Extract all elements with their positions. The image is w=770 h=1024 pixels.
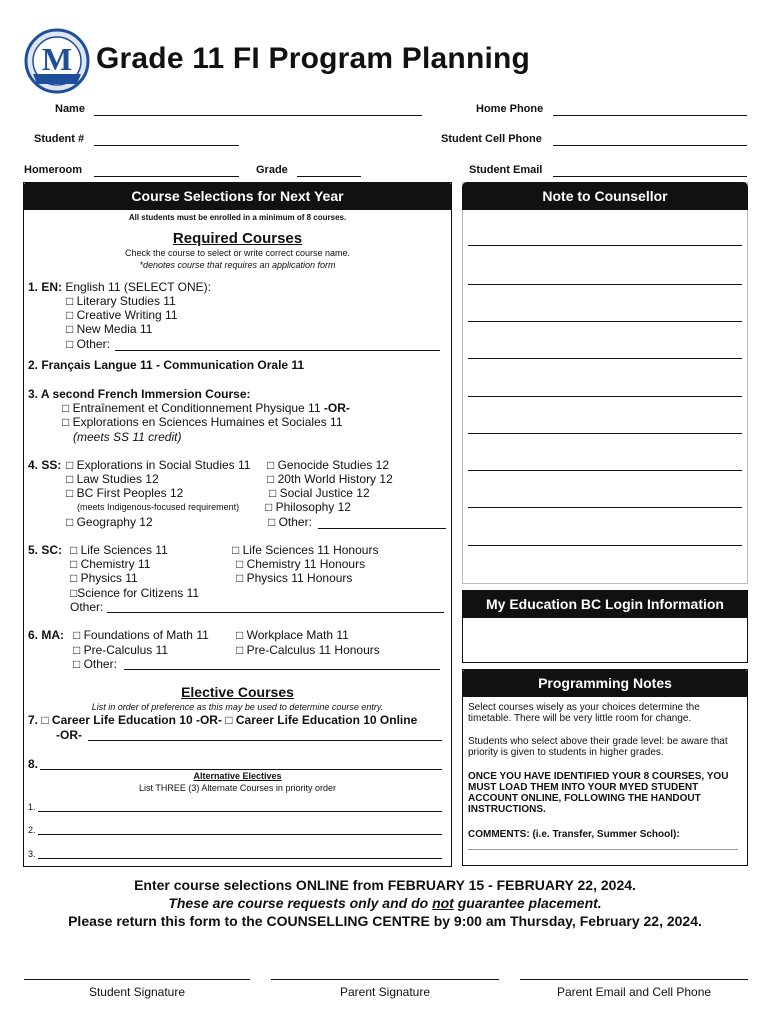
- grade-field[interactable]: [297, 176, 361, 177]
- min-courses-note: All students must be enrolled in a minimum of 8 courses.: [128, 213, 347, 222]
- math-other-field[interactable]: [124, 669, 440, 670]
- name-label: Name: [55, 103, 85, 115]
- alternative-instructions: List THREE (3) Alternate Courses in priority order: [139, 783, 336, 793]
- alternate-2-field[interactable]: [38, 834, 442, 835]
- school-logo: [24, 28, 90, 94]
- option-social-justice[interactable]: □ Social Justice 12: [269, 486, 370, 500]
- option-20th-world-history[interactable]: □ 20th World History 12: [267, 472, 393, 486]
- sc-other-field[interactable]: [107, 612, 444, 613]
- return-form-notice: Please return this form to the COUNSELLING CENTRE by 9:00 am Thursday, February 22, 2024.: [68, 913, 702, 929]
- option-pre-calculus[interactable]: □ Pre-Calculus 11: [73, 643, 169, 657]
- cell-phone-field[interactable]: [553, 145, 747, 146]
- student-signature-line[interactable]: [24, 979, 250, 980]
- elective-courses-title: Elective Courses: [181, 684, 294, 700]
- option-life-sciences[interactable]: □ Life Sciences 11: [70, 543, 168, 557]
- alternate-3-label: 3.: [28, 849, 36, 859]
- note-to-counsellor-panel: [462, 182, 748, 584]
- comments-field[interactable]: [468, 849, 738, 850]
- course-selection-header: Course Selections for Next Year: [23, 182, 452, 210]
- homeroom-label: Homeroom: [24, 164, 83, 176]
- option-creative-writing[interactable]: □ Creative Writing 11: [66, 308, 178, 322]
- option-explorations-ss[interactable]: □ Explorations in Social Studies 11: [66, 458, 251, 472]
- email-label: Student Email: [469, 164, 543, 176]
- cell-phone-label: Student Cell Phone: [441, 133, 542, 145]
- home-phone-label: Home Phone: [476, 103, 544, 115]
- required-courses-title: Required Courses: [172, 230, 303, 247]
- note-line[interactable]: [468, 321, 742, 322]
- option-literary-studies[interactable]: □ Literary Studies 11: [66, 294, 176, 308]
- parent-signature-label: Parent Signature: [339, 985, 431, 999]
- parent-signature-line[interactable]: [271, 979, 499, 980]
- option-life-sciences-honours[interactable]: □ Life Sciences 11 Honours: [232, 543, 379, 557]
- note-line[interactable]: [468, 545, 742, 546]
- elective-instructions: List in order of preference as this may be used to determine course entry.: [91, 702, 384, 712]
- sc-other-label: Other:: [70, 600, 104, 614]
- online-dates-notice: Enter course selections ONLINE from FEBRUARY 15 - FEBRUARY 22, 2024.: [134, 877, 636, 893]
- programming-note-1: Select courses wisely as your choices determine the timetable. There will be very little room for change.: [468, 702, 700, 724]
- parent-contact-label: Parent Email and Cell Phone: [556, 985, 712, 999]
- ss-credit-note: (meets SS 11 credit): [73, 430, 182, 444]
- programming-note-2: Students who select above their grade level: be aware that priority is given to students in higher grades.: [468, 736, 728, 758]
- option-new-media[interactable]: □ New Media 11: [66, 322, 153, 336]
- ss-heading: 4. SS:: [28, 458, 62, 472]
- elective-7-cle[interactable]: 7. □ Career Life Education 10 -OR- □ Career Life Education 10 Online: [28, 713, 418, 727]
- option-chemistry-honours[interactable]: □ Chemistry 11 Honours: [236, 557, 366, 571]
- application-note: *denotes course that requires an application form: [139, 260, 336, 270]
- second-french-heading: 3. A second French Immersion Course:: [28, 387, 251, 401]
- option-ss-other[interactable]: □ Other:: [268, 515, 312, 529]
- note-line[interactable]: [468, 470, 742, 471]
- programming-note-3: ONCE YOU HAVE IDENTIFIED YOUR 8 COURSES, YOU MUST LOAD THEM INTO YOUR MYED STUDENT ACCOUNT ONLINE, FOLLOWING THE HANDOUT INSTRUCTIONS.: [468, 771, 729, 815]
- comments-label: COMMENTS: (i.e. Transfer, Summer School):: [468, 829, 680, 840]
- option-physics[interactable]: □ Physics 11: [70, 571, 138, 585]
- alternate-2-label: 2.: [28, 825, 36, 835]
- ss-other-field[interactable]: [318, 528, 446, 529]
- student-signature-label: Student Signature: [88, 985, 186, 999]
- option-bc-first-peoples[interactable]: □ BC First Peoples 12: [66, 486, 184, 500]
- myed-login-header: My Education BC Login Information: [462, 590, 748, 618]
- parent-contact-line[interactable]: [520, 979, 748, 980]
- indigenous-note: (meets Indigenous-focused requirement): [77, 502, 240, 512]
- note-line[interactable]: [468, 433, 742, 434]
- option-philosophy[interactable]: □ Philosophy 12: [265, 500, 351, 514]
- option-pre-calculus-honours[interactable]: □ Pre-Calculus 11 Honours: [236, 643, 380, 657]
- required-instructions: Check the course to select or write correct course name.: [124, 248, 351, 258]
- option-math-other[interactable]: □ Other:: [73, 657, 117, 671]
- option-chemistry[interactable]: □ Chemistry 11: [70, 557, 151, 571]
- page-title: Grade 11 FI Program Planning: [96, 42, 531, 75]
- elective-8-label: 8.: [28, 757, 39, 771]
- home-phone-field[interactable]: [553, 115, 747, 116]
- francais-course: 2. Français Langue 11 - Communication Orale 11: [28, 358, 305, 372]
- english-other-field[interactable]: [115, 350, 440, 351]
- alternate-1-field[interactable]: [38, 811, 442, 812]
- logo-letter: M: [41, 41, 73, 77]
- option-explorations-sciences[interactable]: □ Explorations en Sciences Humaines et Sociales 11: [62, 415, 343, 429]
- alternate-1-label: 1.: [28, 802, 36, 812]
- note-to-counsellor-header: Note to Counsellor: [462, 182, 748, 210]
- note-line[interactable]: [468, 245, 742, 246]
- sc-heading: 5. SC:: [28, 543, 63, 557]
- alternative-electives-title: Alternative Electives: [193, 771, 282, 781]
- programming-notes-header: Programming Notes: [462, 669, 748, 697]
- option-entrainement[interactable]: □ Entraînement et Conditionnement Physique 11 -OR-: [62, 401, 350, 415]
- email-field[interactable]: [553, 176, 747, 177]
- elective-8-field[interactable]: [40, 769, 442, 770]
- elective-7-field[interactable]: [88, 740, 442, 741]
- option-english-other[interactable]: □ Other:: [66, 337, 110, 351]
- note-line[interactable]: [468, 396, 742, 397]
- alternate-3-field[interactable]: [38, 858, 442, 859]
- english-heading: 1. EN: English 11 (SELECT ONE):: [28, 280, 211, 294]
- student-number-field[interactable]: [94, 145, 239, 146]
- option-geography[interactable]: □ Geography 12: [66, 515, 153, 529]
- grade-label: Grade: [256, 164, 288, 176]
- note-line[interactable]: [468, 358, 742, 359]
- homeroom-field[interactable]: [94, 176, 239, 177]
- option-workplace-math[interactable]: □ Workplace Math 11: [236, 628, 349, 642]
- option-foundations-math[interactable]: □ Foundations of Math 11: [73, 628, 209, 642]
- note-line[interactable]: [468, 507, 742, 508]
- name-field[interactable]: [94, 115, 422, 116]
- student-number-label: Student #: [34, 133, 85, 145]
- note-line[interactable]: [468, 284, 742, 285]
- option-science-citizens[interactable]: □Science for Citizens 11: [70, 586, 200, 600]
- option-physics-honours[interactable]: □ Physics 11 Honours: [236, 571, 353, 585]
- option-law-studies[interactable]: □ Law Studies 12: [66, 472, 159, 486]
- elective-7-or: -OR-: [56, 728, 82, 742]
- option-genocide-studies[interactable]: □ Genocide Studies 12: [267, 458, 389, 472]
- course-request-notice: These are course requests only and do not guarantee placement.: [168, 895, 602, 911]
- ma-heading: 6. MA:: [28, 628, 64, 642]
